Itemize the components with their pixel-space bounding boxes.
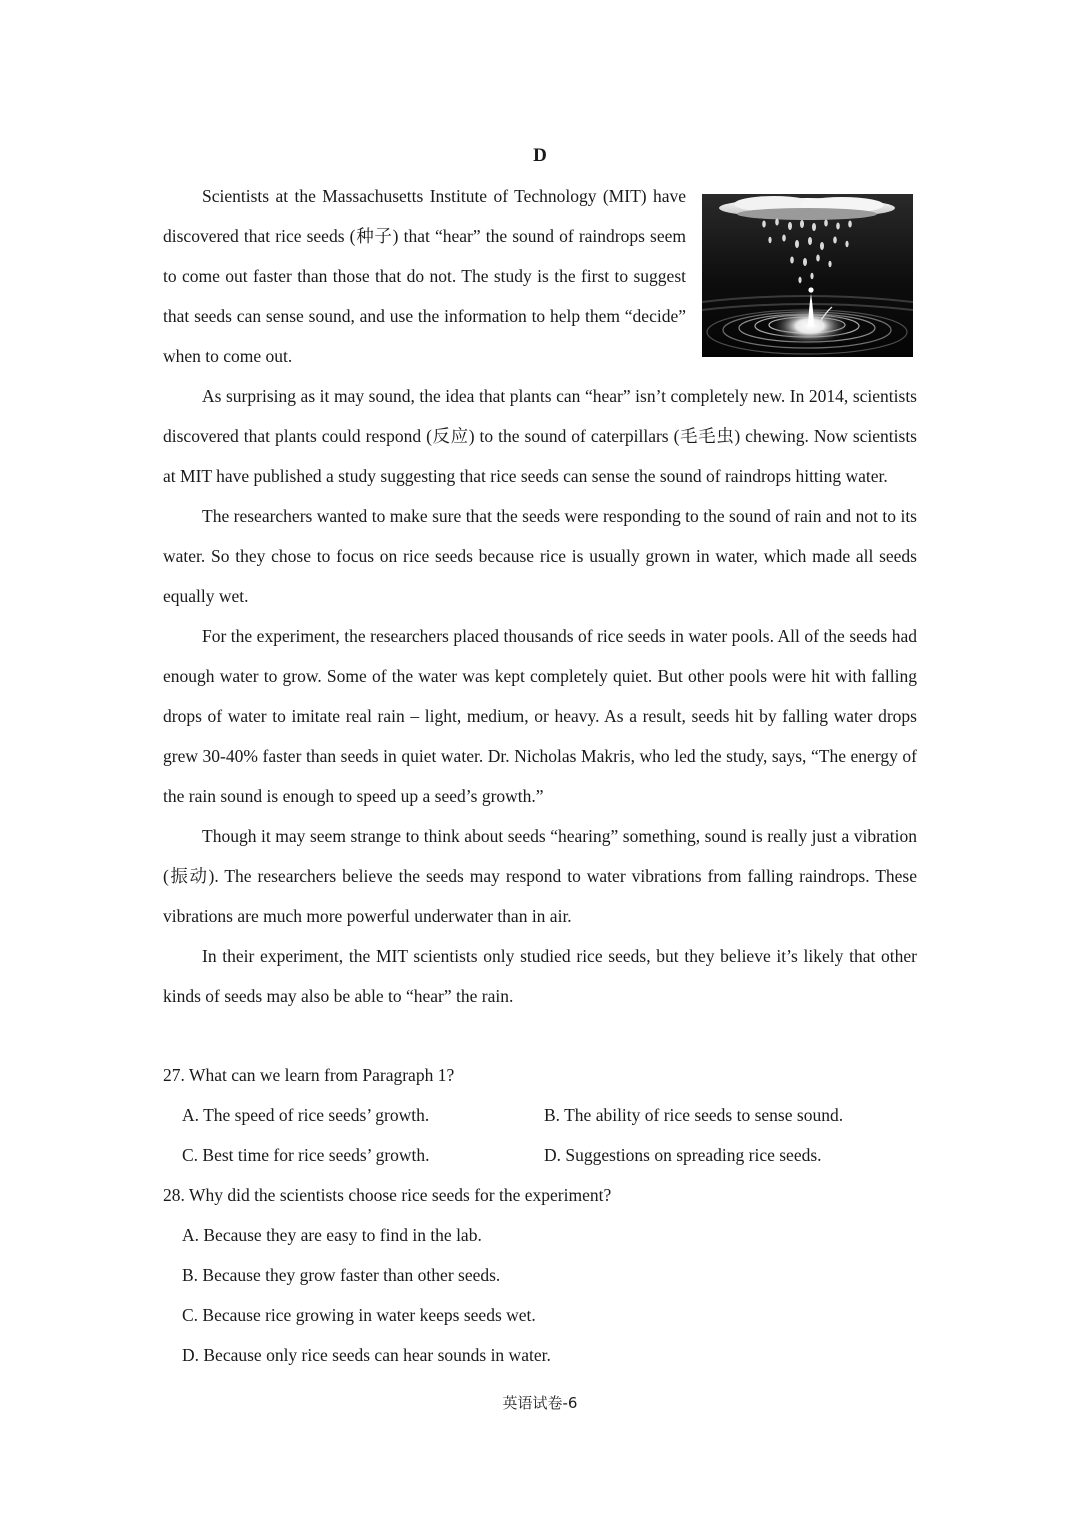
page-footer: 英语试卷-6 (502, 1394, 578, 1412)
option-b[interactable]: B. Because they grow faster than other seeds. (182, 1265, 501, 1285)
question-27 (163, 1055, 923, 1175)
section-letter: D (533, 145, 547, 166)
question-stem: 27. What can we learn from Paragraph 1? (163, 1065, 455, 1085)
passage-body (163, 376, 917, 1016)
option-c[interactable]: C. Because rice growing in water keeps seeds wet. (182, 1305, 536, 1325)
option-d[interactable]: D. Suggestions on spreading rice seeds. (544, 1145, 822, 1165)
question-28 (163, 1175, 923, 1375)
question-stem: 28. Why did the scientists choose rice seeds for the experiment? (163, 1185, 612, 1205)
option-b[interactable]: B. The ability of rice seeds to sense sound. (544, 1105, 844, 1125)
option-d[interactable]: D. Because only rice seeds can hear sounds in water. (182, 1345, 551, 1365)
paragraph-6: In their experiment, the MIT scientists only studied rice seeds, but they believe it’s likely that other kinds of seeds may also be able to “hear” the rain. (163, 946, 917, 1006)
paragraph-5: Though it may seem strange to think about seeds “hearing” something, sound is really just a vibration (振动). The researchers believe the seeds may respond to water vibrations from falling raindrops. These vibrations are much more powerful underwater than in air. (163, 826, 917, 926)
paragraph-3: The researchers wanted to make sure that the seeds were responding to the sound of rain and not to its water. So they chose to focus on rice seeds because rice is usually grown in water, which made all seeds equally wet. (163, 506, 917, 606)
option-grid (163, 1095, 923, 1175)
option-list (163, 1215, 923, 1375)
paragraph-1: Scientists at the Massachusetts Institute of Technology (MIT) have discovered that rice seeds (种子) that “hear” the sound of raindrops seem to come out faster than those that do not. The study is the first to suggest that seeds can sense sound, and use the information to help them “decide” when to come out. (163, 186, 686, 366)
question-section (163, 1055, 923, 1375)
option-a[interactable]: A. Because they are easy to find in the lab. (182, 1225, 482, 1245)
option-c[interactable]: C. Best time for rice seeds’ growth. (182, 1145, 430, 1165)
raindrop-splash-illustration (702, 194, 913, 357)
paragraph-2: As surprising as it may sound, the idea that plants can “hear” isn’t completely new. In 2014, scientists discovered that plants could respond (反应) to the sound of caterpillars (毛毛虫) chewing. Now scientists at MIT have published a study suggesting that rice seeds can sense the sound of raindrops hitting water. (163, 386, 917, 486)
paragraph-4: For the experiment, the researchers placed thousands of rice seeds in water pools. All of the seeds had enough water to grow. Some of the water was kept completely quiet. But other pools were hit with falling drops of water to imitate real rain – light, medium, or heavy. As a result, seeds hit by falling water drops grew 30-40% faster than seeds in quiet water. Dr. Nicholas Makris, who led the study, says, “The energy of the rain sound is enough to speed up a seed’s growth.” (163, 626, 917, 806)
option-a[interactable]: A. The speed of rice seeds’ growth. (182, 1105, 430, 1125)
